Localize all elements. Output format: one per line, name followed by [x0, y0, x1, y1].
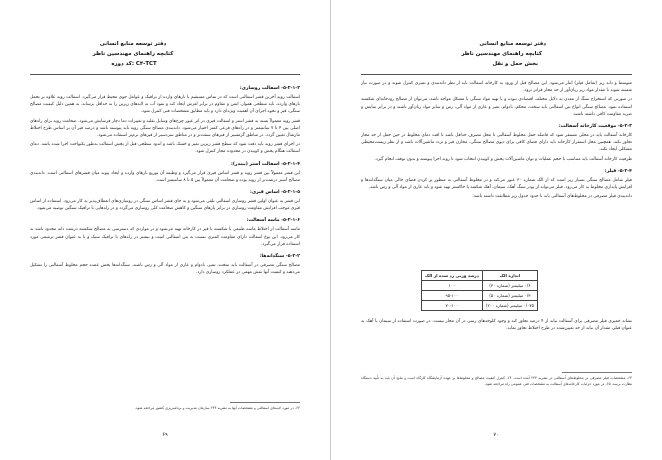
- section-heading: ۵-۲-۳- موقعیت کارخانه آسفالت:: [558, 124, 632, 130]
- table-cell: ۹۵-۱۰۰: [422, 291, 483, 301]
- table-cell: ۷۰-۱۰۰: [422, 301, 483, 311]
- header-org: دفتر توسعه منابع انسانی: [479, 41, 546, 47]
- left-page-body: [30, 80, 300, 392]
- body-paragraph: متوسط و دانه ریز (شامل فیلر) انبار می‌شود. این مصالح قبل از ورود به کارخانه اسفالت باید از نظر دانه‌بندی و تمیزی کنترل شوند و در صورت نیاز شسته شوند تا مقدار مواد ریز زیان‌آور از حد مجاز فراتر نرود.: [361, 81, 632, 94]
- right-footnotes: ۶۳- مشخصات فیلر مصرفی در مخلوط‌های آسفالتی در نشریه ۲۳۴ آمده است. ۶۴- کنترل کیفیت مصالح و مخلوط‌ها بر عهده آزمایشگاه کارگاه است و نتایج آن باید به تأیید دستگاه نظارت برسد. ۶۵- در مورد جزئیات کارخانه‌های آسفالت به مشخصات فنی عمومی راه مراجعه شود.: [361, 376, 632, 386]
- body-paragraph: ظرفیت کارخانه آسفالت باید متناسب با حجم عملیات و توان ماشین‌آلات پخش و کوبیدن انتخاب شود تا روند اجرا پیوسته و بدون توقف انجام گیرد.: [374, 156, 632, 162]
- body-paragraph: قشر رویه معمولاً بسته به قشر استر و اسفالت قیری در اثر عبور چرخ‌های وسایل نقلیه و تغییرات دما دچار فرسایش می‌شود. ضخامت رویه برای راه‌های اصلی بین ۴ تا ۷ سانتیمتر و در راه‌های فرعی کمتر اختیار می‌شود. دانه‌بندی مصالح سنگی رویه باید پیوسته باشد و درصد قیر آن بر اساس طرح اختلاط مارشال تعیین گردد. در مناطق گرمسیر از قیرهای سفت‌تر و در مناطق سردسیر از قیرهای نرم‌تر استفاده می‌شود.: [30, 118, 300, 139]
- body-paragraph: ماسه آسفالت از اختلاط ماسه طبیعی یا شکسته با قیر در کارخانه تهیه می‌شود و در مواردی که دسترسی به مصالح شکسته درشت دانه محدود باشد به کار می‌رود. این نوع اسفالت دارای مقاومت کمتری نسبت به بتن اسفالتی است و بیشتر در راه‌های با ترافیک سبک و یا به عنوان قشر ترمیمی مورد استفاده قرار می‌گیرد.: [30, 227, 300, 247]
- body-paragraph: این قشر به عنوان اولین قشر روسازی اسفالتی تلقی می‌شود و به جای قشر اساس سنگی در روسازی‌های انعطاف‌پذیر به کار می‌رود. استفاده از اساس قیری موجب افزایش مقاومت روسازی در برابر بارهای سنگین و کاهش ضخامت کلی روسازی می‌گردد و در راه‌هایی با ترافیک سنگین توصیه می‌شود.: [30, 199, 300, 212]
- footnote-separator: [562, 372, 632, 373]
- section-heading: ۵-۲-۲- سنگدانه‌ها:: [259, 254, 300, 260]
- body-paragraph: کارخانه آسفالت باید در محلی مستقر شود که فاصله حمل مخلوط آسفالتی تا محل مصرف حداقل باشد تا افت دمای مخلوط در حین حمل از حد مجاز تجاوز نکند. همچنین محل استقرار کارخانه باید دارای فضای کافی برای دپوی مصالح سنگی، مخازن قیر و تردد ماشین‌آلات باشد و از نظر زیست‌محیطی مشکلی ایجاد نکند.: [361, 133, 632, 153]
- section-heading: ۵-۲-۱-۵- اساس قیری:: [250, 190, 300, 196]
- body-paragraph: دانه‌بندی فیلر مصرفی در مخلوط‌های آسفالتی باید با حدود جدول زیر مطابقت داشته باشد:: [472, 194, 632, 200]
- body-paragraph: در صورتی که استخراج سنگ از معدن به دلایل مختلف اقتصادی نبوده و یا تهیه مواد سنگی با مشکل مواجه باشد، می‌توان از مصالح رودخانه‌ای شکسته استفاده نمود. مصالح سنگی انواع بتن اسفالتی باید سخت، محکم، بادوام، تمیز و عاری از مواد آلی، رس و سایر مواد زیان‌آور باشند و در برابر سایش و ضربه مقاومت کافی داشته باشند.: [361, 97, 632, 117]
- header-code: کد دوره: C۴-TCT: [111, 61, 157, 67]
- table-cell: ۰/۶ میلیمتر (شماره ۳۰): [482, 281, 537, 291]
- right-page-body: [361, 80, 632, 266]
- left-footnotes: ۶۲- در مورد لایه‌های اسفالتی و مشخصات آنها به نشریه ۲۳۴ سازمان مدیریت و برنامه‌ریزی کشور مراجعه شود.: [134, 406, 300, 410]
- table-header-cell: درصد وزنی رد شده از الک: [422, 271, 483, 281]
- header-dept: بخش حمل و نقل: [492, 61, 538, 67]
- after-table-paragraph: نشانه خمیری فیلر مصرفی برای آسفالت نباید از ۴ درصد تجاوز کند و وجود کلوخه‌های رسی در آن مجاز نیست. در صورت استفاده از سیمان یا آهک به عنوان فیلر، مقدار آن نباید از حد تعیین‌شده در طرح اختلاط تجاوز نماید.: [361, 319, 632, 332]
- body-paragraph: در اجرای قشر رویه باید دقت شود که سطح قشر زیرین تمیز و خشک باشد و اندود سطحی قبل از پخش اسفالت به‌طور یکنواخت اجرا شده باشد. دمای اسفالت هنگام پخش و کوبیدن در محدوده مجاز کنترل شود.: [30, 142, 300, 155]
- header-rule: [361, 74, 632, 75]
- section-heading: ۵-۲-۴- فیلر:: [604, 168, 632, 174]
- header-org: دفتر توسعه منابع انسانی: [99, 41, 167, 47]
- right-page-header: [359, 40, 634, 70]
- table-row: [422, 291, 538, 301]
- table-row: [422, 301, 538, 311]
- section-heading: ۵-۲-۱-۴- اسفالت آستر (بیندر):: [231, 161, 300, 167]
- table-header-cell: اندازه الک: [482, 271, 537, 281]
- table-header-row: [422, 271, 538, 281]
- table-cell: ۰/۰۷۵ میلیمتر (شماره ۲۰۰): [482, 301, 537, 311]
- body-paragraph: مصالح سنگی مصرفی در آسفالت باید سخت، تمیز، بادوام و عاری از مواد آلی و رس باشند. سنگدانه‌ها بخش عمده حجم مخلوط آسفالتی را تشکیل می‌دهند و کیفیت آنها نقش مهمی در عملکرد روسازی دارد.: [30, 263, 300, 276]
- left-page-header: [28, 40, 302, 70]
- body-paragraph: اسفالت رویه آخرین قشر اسفالتی است که در تماس مستقیم با بارهای وارده از ترافیک و عوامل جوی محیط قرار می‌گیرد. اسفالت رویه علاوه بر تحمل بارهای وارده، باید سطحی هموار، ایمن و مقاوم در برابر لغزش ایجاد کند و نفوذ آب به لایه‌های زیرین را به حداقل برساند. به همین دلیل کیفیت مصالح سنگی، قیر و نحوه اجرای آن اهمیت ویژه‌ای دارد و باید مطابق مشخصات فنی کنترل شود.: [30, 95, 300, 115]
- table-cell: ۱۰۰: [422, 281, 483, 291]
- header-guide: کتابچه راهنمای مهندسین ناظر: [92, 51, 174, 57]
- body-paragraph: این قشر معمولاً بین قشر رویه و قشر اساس قیری قرار می‌گیرد و وظیفه آن توزیع بارهای وارده و ایجاد پیوند میان قشرهای اسفالتی است. دانه‌بندی مصالح آستر درشت‌تر از رویه بوده و ضخامت آن معمولاً بین ۵ تا ۸ سانتیمتر است.: [30, 170, 300, 183]
- filler-grading-table: [421, 270, 538, 311]
- page-number: ۶۹: [162, 432, 168, 438]
- table-row: [422, 281, 538, 291]
- section-heading: ۵-۲-۱-۳- اسفالت روسازی:: [239, 86, 300, 91]
- right-page: [331, 0, 662, 460]
- body-paragraph: فیلر شامل مصالح سنگی بسیار ریز است که از الک شماره ۳۰ عبور می‌کند و در مخلوط آسفالتی به منظور پر کردن فضای خالی میان سنگدانه‌ها و افزایش پایداری مخلوط به کار می‌رود. فیلر می‌تواند از پودر سنگ آهک، سیمان، آهک شکفته یا خاکستر تهیه شود و باید عاری از مواد آلی و رس باشد.: [361, 177, 632, 191]
- footnote-separator: [230, 402, 300, 403]
- page-number: ۷۰: [493, 432, 499, 438]
- table-cell: ۰/۳ میلیمتر (شماره ۵۰): [482, 291, 537, 301]
- section-heading: ۵-۲-۱-۶- ماسه آسفالت:: [246, 218, 300, 224]
- header-guide: کتابچه راهنمای مهندسین ناظر: [461, 51, 542, 57]
- header-rule: [30, 74, 300, 75]
